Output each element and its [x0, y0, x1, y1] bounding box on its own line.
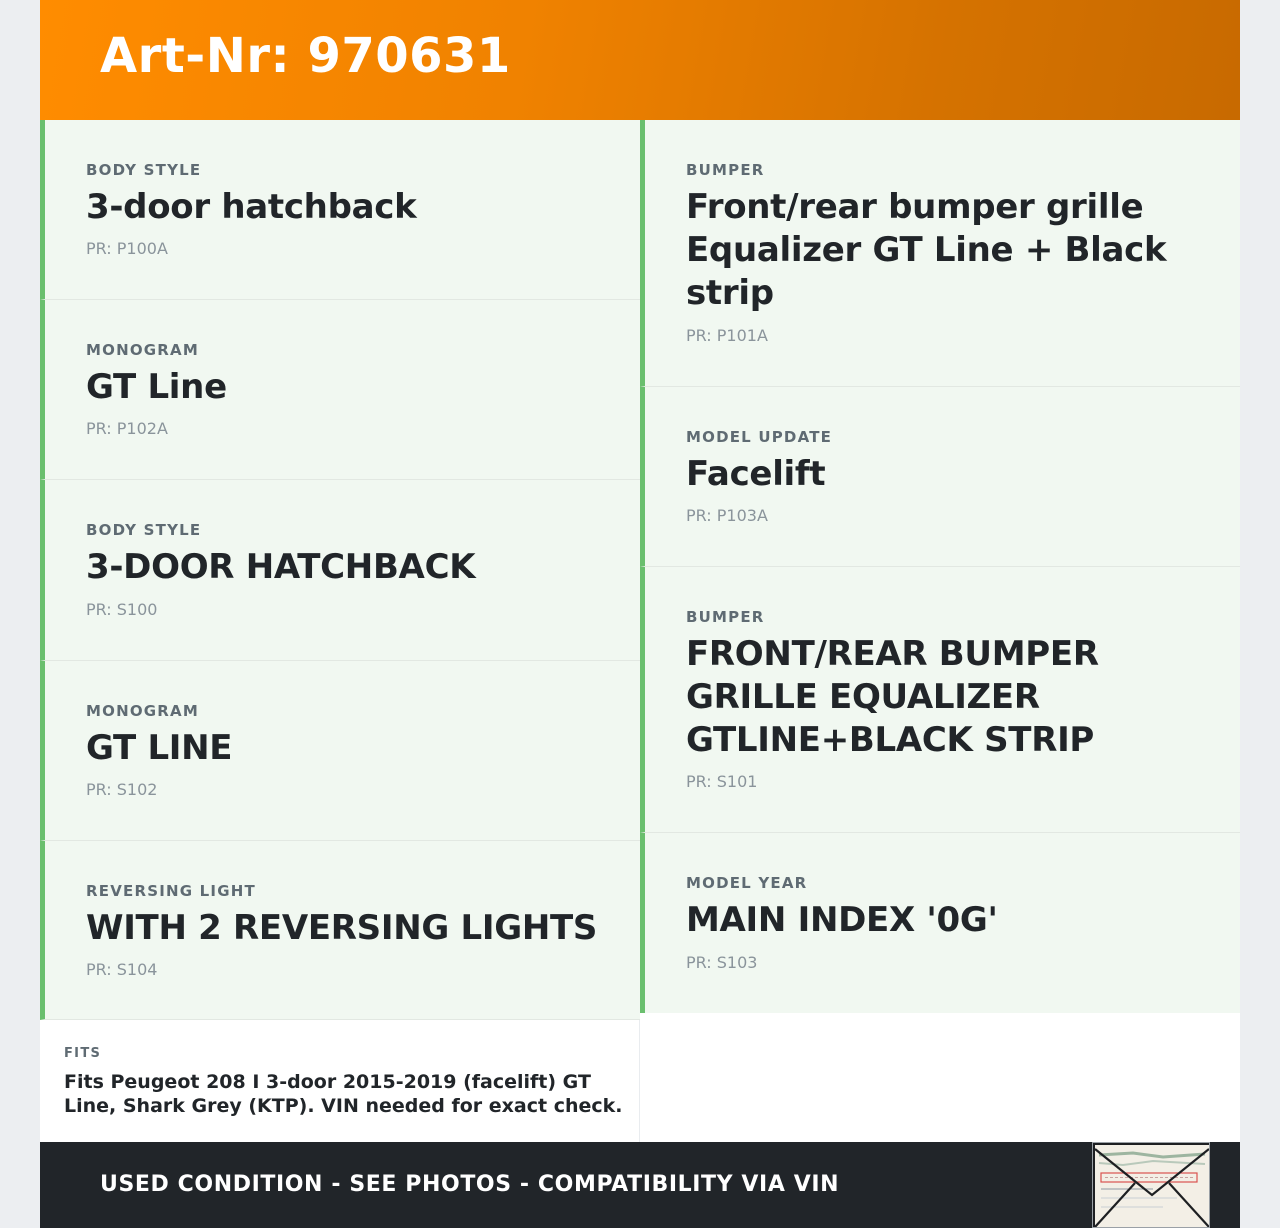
attribute-value: Front/rear bumper grille Equalizer GT Line + Black strip: [686, 187, 1167, 313]
attribute-label: MONOGRAM: [86, 702, 199, 720]
attribute-label: BODY STYLE: [86, 521, 202, 539]
attribute-label: REVERSING LIGHT: [86, 882, 256, 900]
attribute-card: [40, 841, 640, 1020]
attribute-label: MODEL YEAR: [686, 874, 808, 892]
document-thumbnail-graphic: [1093, 1143, 1210, 1228]
attribute-card: [640, 120, 1240, 387]
attribute-card: [640, 567, 1240, 833]
condition-notice: USED CONDITION - SEE PHOTOS - COMPATIBILITY VIA VIN: [100, 1172, 840, 1197]
attribute-pr-code: PR: P103A: [686, 506, 768, 525]
article-sheet: [40, 0, 1240, 1228]
attribute-label: BODY STYLE: [86, 161, 202, 179]
attribute-pr-code: PR: S103: [686, 953, 758, 972]
attribute-value: WITH 2 REVERSING LIGHTS: [86, 908, 598, 948]
fitment-text: Fits Peugeot 208 I 3-door 2015-2019 (facelift) GT Line, Shark Grey (KTP). VIN needed for exact check.: [64, 1071, 623, 1117]
attribute-value: MAIN INDEX '0G': [686, 900, 998, 940]
attribute-pr-code: PR: P100A: [86, 239, 168, 258]
attribute-value: FRONT/REAR BUMPER GRILLE EQUALIZER GTLINE+BLACK STRIP: [686, 634, 1099, 760]
vehicle-document-thumbnail-icon[interactable]: [1092, 1142, 1210, 1228]
attribute-card: [640, 387, 1240, 567]
attribute-value: 3-door hatchback: [86, 187, 417, 227]
attribute-pr-code: PR: S101: [686, 772, 758, 791]
attribute-card: [40, 480, 640, 661]
article-number-title: Art-Nr: 970631: [100, 28, 511, 84]
attribute-value: Facelift: [686, 454, 826, 494]
condition-footer: [40, 1142, 1240, 1228]
attribute-card: [640, 833, 1240, 1013]
attribute-pr-code: PR: S100: [86, 600, 158, 619]
attribute-card: [40, 120, 640, 300]
attribute-pr-code: PR: S102: [86, 780, 158, 799]
attribute-label: BUMPER: [686, 161, 765, 179]
fitment-box: [40, 1020, 640, 1142]
attribute-value: GT Line: [86, 367, 227, 407]
attribute-label: BUMPER: [686, 608, 765, 626]
article-header: [40, 0, 1240, 120]
attribute-card: [40, 300, 640, 480]
attribute-value: GT LINE: [86, 728, 233, 768]
attribute-pr-code: PR: P102A: [86, 419, 168, 438]
attribute-label: MODEL UPDATE: [686, 428, 833, 446]
fitment-label: FITS: [64, 1046, 102, 1061]
attribute-value: 3-DOOR HATCHBACK: [86, 547, 476, 587]
attribute-label: MONOGRAM: [86, 341, 199, 359]
attribute-pr-code: PR: P101A: [686, 326, 768, 345]
attribute-pr-code: PR: S104: [86, 960, 158, 979]
attribute-card: [40, 661, 640, 841]
